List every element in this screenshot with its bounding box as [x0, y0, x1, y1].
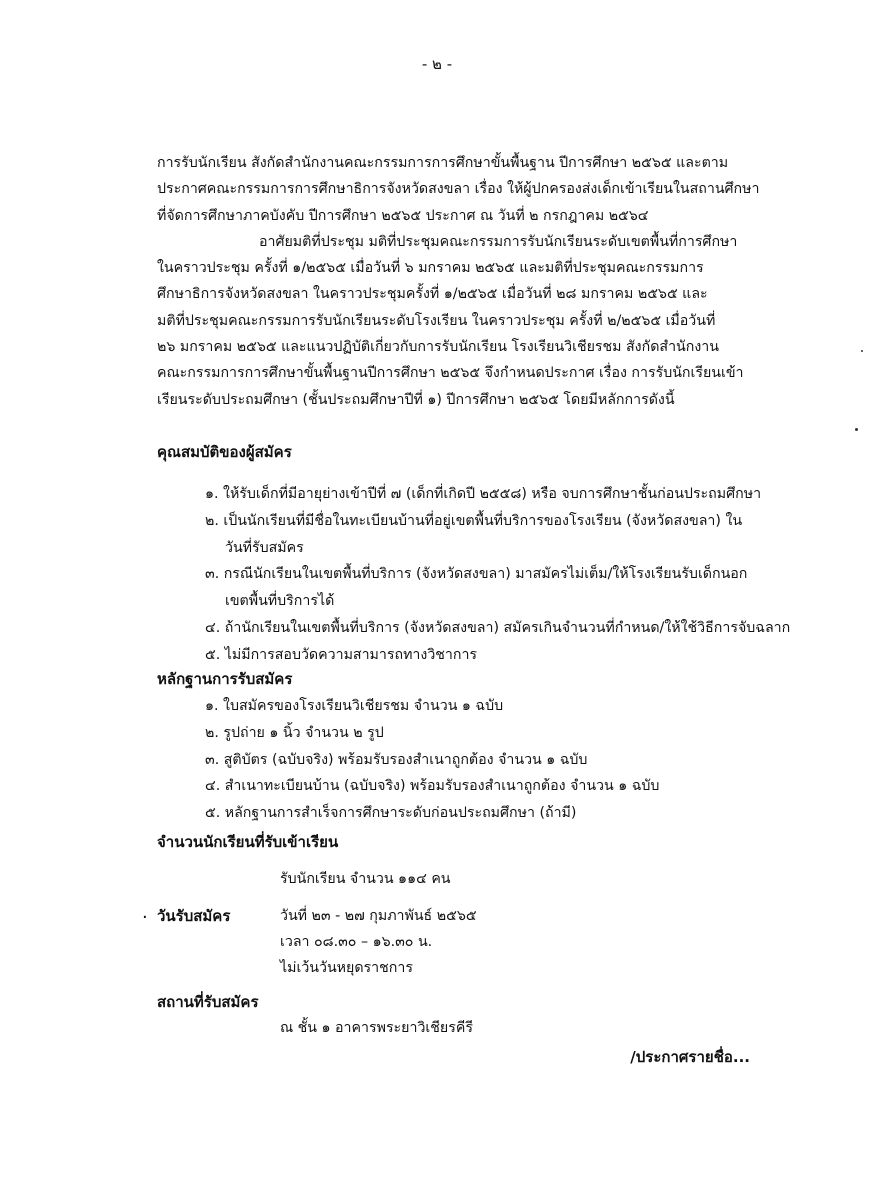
intro-line: ศึกษาธิการจังหวัดสงขลา ในคราวประชุมครั้งที่ ๑/๒๕๖๕ เมื่อวันที่ ๒๘ มกราคม ๒๕๖๕ และ — [157, 286, 708, 303]
list-item: ๕. หลักฐานการสำเร็จการศึกษาระดับก่อนประถมศึกษา (ถ้ามี) — [205, 805, 577, 822]
page-number: - ๒ - — [421, 55, 453, 73]
intro-line: การรับนักเรียน สังกัดสำนักงานคณะกรรมการการศึกษาขั้นพื้นฐาน ปีการศึกษา ๒๕๖๕ และตาม — [157, 155, 729, 171]
stray-dot: . — [142, 902, 148, 923]
scan-speck — [861, 350, 863, 352]
list-item: ๑. ให้รับเด็กที่มีอายุย่างเข้าปีที่ ๗ (เด็กที่เกิดปี ๒๕๕๘) หรือ จบการศึกษาชั้นก่อนประถมศึกษา — [205, 486, 762, 502]
location-text: ณ ชั้น ๑ อาคารพระยาวิเชียรคีรี — [280, 1020, 473, 1036]
list-item-continuation: เขตพื้นที่บริการได้ — [225, 593, 335, 610]
list-item: ๓. สูติบัตร (ฉบับจริง) พร้อมรับรองสำเนาถูกต้อง จำนวน ๑ ฉบับ — [205, 751, 588, 768]
application-time-text: เวลา ๐๘.๓๐ – ๑๖.๓๐ น. — [280, 934, 433, 950]
list-item-continuation: วันที่รับสมัคร — [225, 539, 304, 556]
qualifications-heading: คุณสมบัติของผู้สมัคร — [157, 443, 292, 461]
list-item: ๒. เป็นนักเรียนที่มีชื่อในทะเบียนบ้านที่อยู่เขตพื้นที่บริการของโรงเรียน (จังหวัดสงขลา) ใน — [205, 512, 743, 529]
list-item: ๕. ไม่มีการสอบวัดความสามารถทางวิชาการ — [205, 646, 478, 663]
list-item: ๓. กรณีนักเรียนในเขตพื้นที่บริการ (จังหวัดสงขลา) มาสมัครไม่เต็ม/ให้โรงเรียนรับเด็กนอก — [205, 566, 748, 583]
list-item: ๑. ใบสมัครของโรงเรียนวิเชียรชม จำนวน ๑ ฉบับ — [205, 698, 504, 714]
intro-line: เรียนระดับประถมศึกษา (ชั้นประถมศึกษาปีที่ ๑) ปีการศึกษา ๒๕๖๕ โดยมีหลักการดังนี้ — [157, 391, 675, 408]
count-text: รับนักเรียน จำนวน ๑๑๔ คน — [280, 871, 451, 887]
list-item: ๒. รูปถ่าย ๑ นิ้ว จำนวน ๒ รูป — [205, 724, 384, 741]
application-date-heading: วันรับสมัคร — [157, 907, 231, 925]
qualifications-list — [205, 481, 790, 669]
application-date-text: วันที่ ๒๓ - ๒๗ กุมภาพันธ์ ๒๕๖๕ — [280, 908, 477, 924]
intro-line: ที่จัดการศึกษาภาคบังคับ ปีการศึกษา ๒๕๖๕ ประกาศ ณ วันที่ ๒ กรกฎาคม ๒๕๖๔ — [157, 207, 649, 224]
intro-paragraph — [157, 150, 760, 413]
intro-line: ในคราวประชุม ครั้งที่ ๑/๒๕๖๕ เมื่อวันที่ ๖ มกราคม ๒๕๖๕ และมติที่ประชุมคณะกรรมการ — [157, 260, 704, 277]
intro-line: มติที่ประชุมคณะกรรมการรับนักเรียนระดับโรงเรียน ในคราวประชุม ครั้งที่ ๒/๒๕๖๕ เมื่อวันที่ — [157, 312, 716, 329]
continuation-footer: /ประกาศรายชื่อ... — [630, 1048, 750, 1066]
application-note-text: ไม่เว้นวันหยุดราชการ — [280, 960, 413, 976]
intro-line: ประกาศคณะกรรมการการศึกษาธิการจังหวัดสงขลา เรื่อง ให้ผู้ปกครองส่งเด็กเข้าเรียนในสถานศึกษา — [157, 181, 760, 198]
list-item: ๔. สำเนาทะเบียนบ้าน (ฉบับจริง) พร้อมรับรองสำเนาถูกต้อง จำนวน ๑ ฉบับ — [205, 778, 660, 795]
intro-line: ๒๖ มกราคม ๒๕๖๕ และแนวปฏิบัติเกี่ยวกับการรับนักเรียน โรงเรียนวิเชียรชม สังกัดสำนักงาน — [157, 339, 719, 356]
intro-line: คณะกรรมการการศึกษาขั้นพื้นฐานปีการศึกษา ๒๕๖๕ จึงกำหนดประกาศ เรื่อง การรับนักเรียนเข้า — [157, 365, 744, 382]
list-item: ๔. ถ้านักเรียนในเขตพื้นที่บริการ (จังหวัดสงขลา) สมัครเกินจำนวนที่กำหนด/ให้ใช้วิธีการจับฉลาก — [205, 619, 791, 636]
scan-speck — [855, 428, 858, 431]
location-heading: สถานที่รับสมัคร — [157, 993, 259, 1011]
count-heading: จำนวนนักเรียนที่รับเข้าเรียน — [157, 833, 339, 851]
evidence-list — [205, 693, 659, 827]
intro-line: อาศัยมติที่ประชุม มติที่ประชุมคณะกรรมการรับนักเรียนระดับเขตพื้นที่การศึกษา — [259, 233, 738, 250]
evidence-heading: หลักฐานการรับสมัคร — [157, 670, 293, 688]
